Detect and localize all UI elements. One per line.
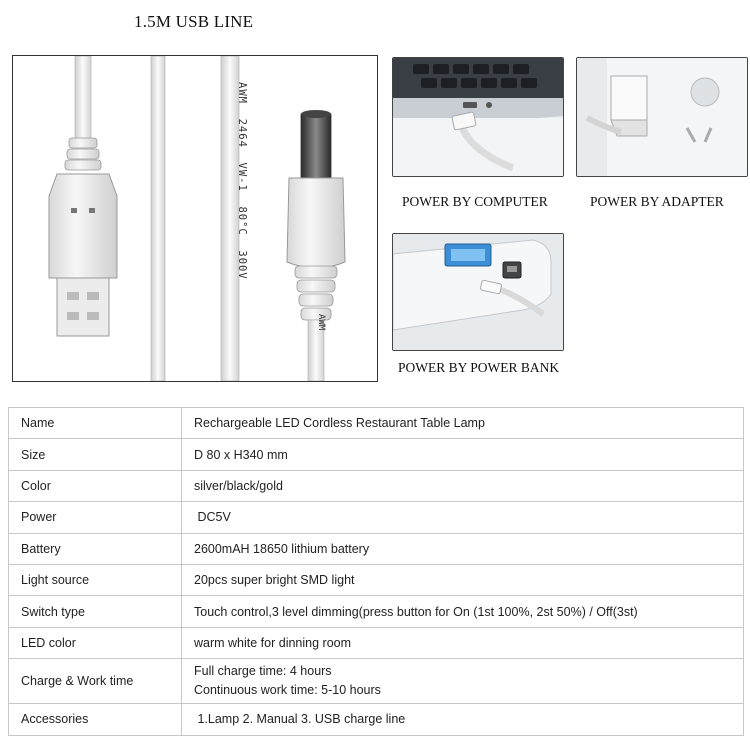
spec-value [182,659,744,704]
spec-value: 1.Lamp 2. Manual 3. USB charge line [182,704,744,735]
cable-print-text-2: AWM [316,314,326,331]
spec-value: 2600mAH 18650 lithium battery [182,533,744,564]
spec-key: Light source [9,564,182,595]
caption-power-by-adapter: POWER BY ADAPTER [590,194,724,209]
wall-adapter-icon [576,57,748,177]
caption-power-by-computer: POWER BY COMPUTER [402,194,548,209]
spec-key: Color [9,470,182,501]
spec-value-line: Continuous work time: 5-10 hours [194,683,381,698]
spec-key: Charge & Work time [9,659,182,704]
page-title: 1.5M USB LINE [134,12,254,31]
spec-value: Touch control,3 level dimming(press button for On (1st 100%, 2st 50%) / Off(3st) [182,596,744,627]
caption-power-by-power-bank: POWER BY POWER BANK [398,360,560,375]
spec-value: D 80 x H340 mm [182,439,744,470]
table-row [9,627,744,658]
spec-key: LED color [9,627,182,658]
spec-key: Battery [9,533,182,564]
spec-value: DC5V [182,502,744,533]
spec-key: Power [9,502,182,533]
spec-key: Size [9,439,182,470]
table-row [9,564,744,595]
spec-table [8,407,744,736]
cable-print-text: AWM 2464 VW-1 80°C 300V [236,82,248,280]
spec-value: silver/black/gold [182,470,744,501]
usb-cable-photo [12,55,378,382]
spec-value: 20pcs super bright SMD light [182,564,744,595]
power-bank-icon [392,233,564,351]
laptop-usb-icon [392,57,564,177]
table-row [9,659,744,704]
spec-value: Rechargeable LED Cordless Restaurant Table Lamp [182,408,744,439]
table-row [9,439,744,470]
table-row [9,470,744,501]
table-row [9,704,744,735]
table-row [9,408,744,439]
spec-value: warm white for dinning room [182,627,744,658]
spec-value-line: Full charge time: 4 hours [194,664,332,679]
spec-key: Switch type [9,596,182,627]
table-row [9,596,744,627]
table-row [9,502,744,533]
spec-key: Accessories [9,704,182,735]
spec-key: Name [9,408,182,439]
table-row [9,533,744,564]
